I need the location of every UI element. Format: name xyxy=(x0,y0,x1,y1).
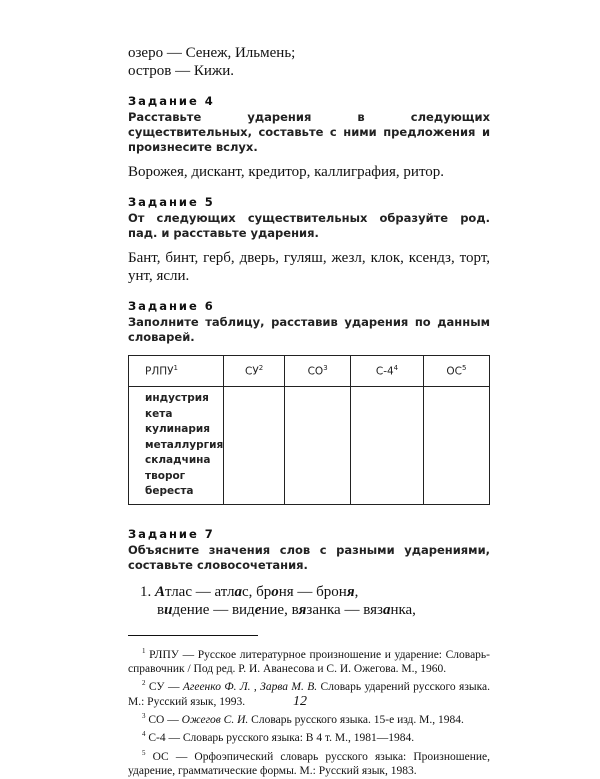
footnote: $^4$ С-4 — Словарь русского языка: В 4 т. М., 1981—1984. xyxy=(142,730,415,745)
empty-cell xyxy=(285,387,351,505)
table-word: кета xyxy=(145,407,173,420)
task-title: Задание 4 xyxy=(128,94,215,108)
task-text: Расставьте ударения в следующих существительных, составьте с ними предложения и произнесите вслух. xyxy=(128,110,490,154)
stressed-letter: А xyxy=(155,583,166,600)
stressed-letter: я xyxy=(346,583,355,600)
task-title: Задание 6 xyxy=(128,299,215,313)
table-word: металлургия xyxy=(145,438,224,451)
dictionary-table xyxy=(128,355,490,505)
task-words: Ворожея, дискант, кредитор, каллиграфия, ритор. xyxy=(128,164,445,180)
table-word: кулинария xyxy=(145,423,210,435)
table-word: творог xyxy=(145,469,186,482)
empty-cell xyxy=(351,387,424,505)
stressed-letter: о xyxy=(271,583,279,600)
example-text: видение — видение, вязанка — вязанка, xyxy=(157,601,416,618)
table-word: индустрия xyxy=(145,392,209,404)
table-header-row xyxy=(129,356,490,387)
header-cell: $С-4^4$ xyxy=(351,356,424,387)
empty-cell xyxy=(224,387,285,505)
table-row xyxy=(129,387,490,505)
table-word: береста xyxy=(145,485,194,497)
table-word: складчина xyxy=(145,454,211,466)
header-cell: $СУ^2$ xyxy=(224,356,285,387)
page-number: 12 xyxy=(293,694,307,709)
stressed-letter: я xyxy=(298,601,307,618)
footnote: $^3$ СО — Ожегов С. И. Словарь русского языка. 15-е изд. М., 1984. xyxy=(142,712,464,726)
footnote-divider xyxy=(128,635,258,636)
header-cell: $ОС^5$ xyxy=(423,356,489,387)
task-text: Заполните таблицу, расставив ударения по данным словарей. xyxy=(128,315,490,344)
example xyxy=(128,583,490,619)
stressed-letter: а xyxy=(234,583,242,600)
word-list-cell xyxy=(129,387,224,505)
stressed-letter: и xyxy=(164,601,173,618)
footnote: $^2$ СУ — Агеенко Ф. Л. , Зарва М. В. Словарь ударений русского языка. М.: Русский язык, 1993. xyxy=(128,679,490,708)
header-cell: $СО^3$ xyxy=(285,356,351,387)
task-text: От следующих существительных образуйте род. пад. и расставьте ударения. xyxy=(128,211,490,240)
task-text: Объясните значения слов с разными ударениями, составьте словосочетания. xyxy=(128,542,490,572)
task-words: Бант, бинт, герб, дверь, гуляш, жезл, клок, ксендз, торт, унт, ясли. xyxy=(128,250,490,284)
top-line: озеро — Сенеж, Ильмень; xyxy=(128,45,296,61)
footnote: $^1$ РЛПУ — Русское литературное произношение и ударение: Словарь-справочник / Под ред. Р. И. Аванесова и С. И. Ожегова. М., 1960. xyxy=(128,646,491,675)
top-line: остров — Кижи. xyxy=(128,63,235,79)
footnote: $^5$ ОС — Орфоэпический словарь русского языка: Произношение, ударение, грамматические формы. М.: Русский язык, 1983. xyxy=(128,748,491,778)
empty-cell xyxy=(423,387,489,505)
example-line-1: 1. Атлас — атлас, броня — броня, xyxy=(140,583,359,600)
task-title: Задание 7 xyxy=(128,526,215,541)
header-cell: РЛПУ$^1$ xyxy=(129,356,224,387)
page-content xyxy=(128,44,490,779)
task-title: Задание 5 xyxy=(128,195,215,209)
example-text: Атлас — атлас, броня — броня, xyxy=(155,583,359,600)
example-line-2 xyxy=(140,601,490,619)
stressed-letter: е xyxy=(254,601,262,618)
stressed-letter: а xyxy=(382,601,391,618)
